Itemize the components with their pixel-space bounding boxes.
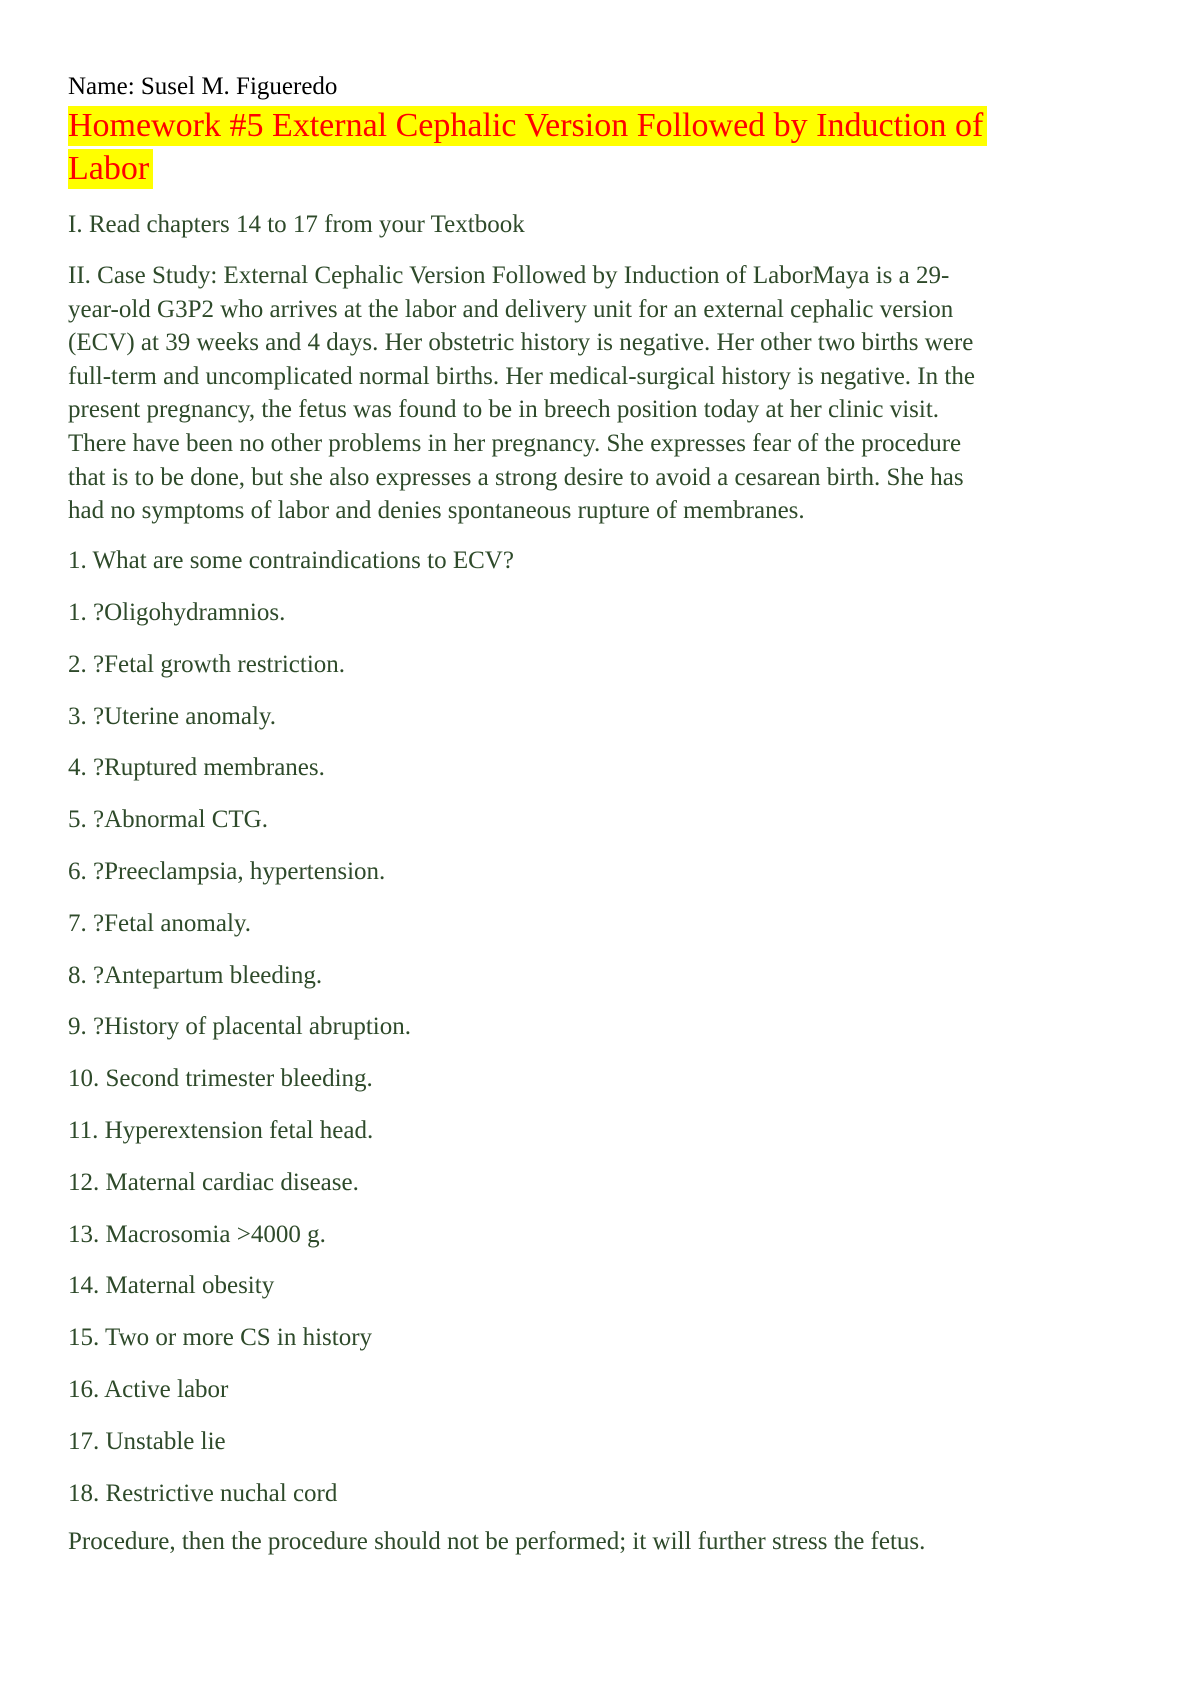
list-item: 15. Two or more CS in history bbox=[68, 1324, 373, 1352]
case-study-line: year-old G3P2 who arrives at the labor and delivery unit for an external cephalic version bbox=[68, 295, 954, 323]
list-item: 18. Restrictive nuchal cord bbox=[68, 1479, 338, 1507]
list-item: 10. Second trimester bleeding. bbox=[68, 1065, 373, 1093]
homework-title-line-2: Labor bbox=[68, 149, 153, 189]
list-item: 1. ?Oligohydramnios. bbox=[68, 599, 286, 626]
case-study-line: There have been no other problems in her pregnancy. She expresses fear of the procedure bbox=[68, 430, 962, 457]
case-study-line: present pregnancy, the fetus was found to be in breech position today at her clinic visit. bbox=[68, 396, 940, 424]
case-study-line: II. Case Study: External Cephalic Version Followed by Induction of LaborMaya is a 29- bbox=[68, 262, 950, 289]
list-item: 12. Maternal cardiac disease. bbox=[68, 1168, 359, 1196]
list-item: 4. ?Ruptured membranes. bbox=[68, 754, 325, 782]
list-item: 7. ?Fetal anomaly. bbox=[68, 909, 252, 937]
reading-instruction: I. Read chapters 14 to 17 from your Textbook bbox=[68, 211, 525, 238]
list-item: 13. Macrosomia >4000 g. bbox=[68, 1220, 326, 1248]
list-item: 14. Maternal obesity bbox=[68, 1272, 275, 1300]
list-item: 6. ?Preeclampsia, hypertension. bbox=[68, 858, 386, 885]
case-study-line: had no symptoms of labor and denies spontaneous rupture of membranes. bbox=[68, 497, 805, 525]
case-study-line: that is to be done, but she also expresses a strong desire to avoid a cesarean birth. She has bbox=[68, 463, 964, 491]
list-item: 9. ?History of placental abruption. bbox=[68, 1013, 411, 1041]
homework-title-line-1: Homework #5 External Cephalic Version Followed by Induction of bbox=[68, 106, 987, 146]
student-name: Name: Susel M. Figueredo bbox=[68, 73, 338, 100]
list-item: 17. Unstable lie bbox=[68, 1427, 226, 1455]
case-study-line: (ECV) at 39 weeks and 4 days. Her obstetric history is negative. Her other two births were bbox=[68, 329, 974, 357]
list-item: 11. Hyperextension fetal head. bbox=[68, 1117, 374, 1144]
list-item: 3. ?Uterine anomaly. bbox=[68, 702, 277, 730]
closing-statement: Procedure, then the procedure should not be performed; it will further stress the fetus. bbox=[68, 1528, 926, 1555]
question-1: 1. What are some contraindications to ECV? bbox=[68, 547, 514, 574]
list-item: 16. Active labor bbox=[68, 1376, 229, 1403]
list-item: 5. ?Abnormal CTG. bbox=[68, 806, 268, 834]
case-study-line: full-term and uncomplicated normal births. Her medical-surgical history is negative. In the bbox=[68, 362, 975, 390]
list-item: 2. ?Fetal growth restriction. bbox=[68, 650, 346, 678]
list-item: 8. ?Antepartum bleeding. bbox=[68, 961, 323, 989]
